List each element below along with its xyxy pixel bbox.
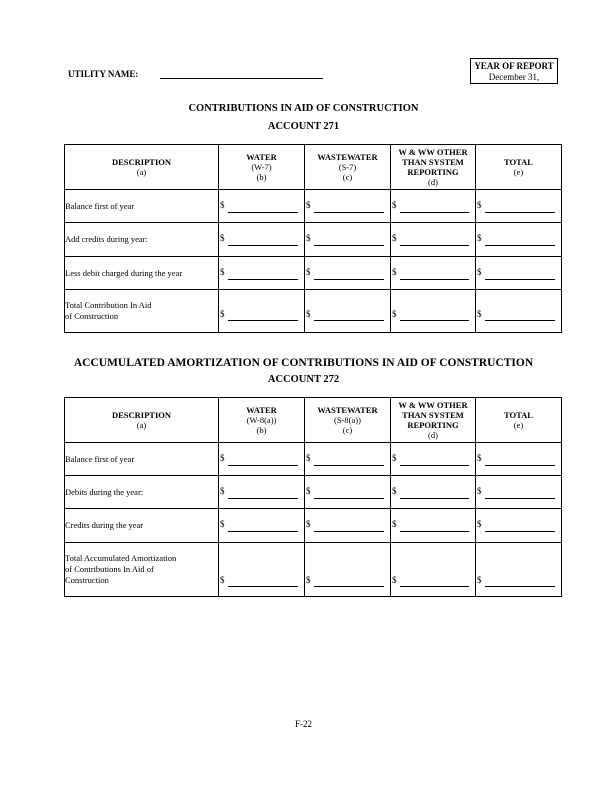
row-description: Less debit charged during the year [65, 257, 219, 290]
section2-title: ACCUMULATED AMORTIZATION OF CONTRIBUTIONS IN AID OF CONSTRUCTION [73, 357, 534, 369]
water-amount-cell[interactable]: $ [219, 476, 305, 509]
year-of-report-title: YEAR OF REPORT [474, 61, 554, 71]
water-amount-cell[interactable]: $ [219, 509, 305, 543]
year-of-report-date: December 31, [488, 72, 540, 82]
row-description: Balance first of year [65, 443, 219, 476]
col-wastewater-header: WASTEWATER (S-7) (c) [305, 145, 391, 190]
total-amount-cell[interactable]: $ [476, 543, 562, 597]
table-row [65, 257, 562, 290]
other-amount-cell[interactable]: $ [391, 476, 476, 509]
col-water-header: WATER (W-7) (b) [219, 145, 305, 190]
total-amount-cell[interactable]: $ [476, 223, 562, 257]
section1-title: CONTRIBUTIONS IN AID OF CONSTRUCTION [188, 103, 419, 114]
col-other-header: W & WW OTHER THAN SYSTEM REPORTING (d) [391, 145, 476, 190]
section2-account: ACCOUNT 272 [267, 374, 340, 385]
table-row [65, 443, 562, 476]
other-amount-cell[interactable]: $ [391, 509, 476, 543]
wastewater-amount-cell[interactable]: $ [305, 223, 391, 257]
utility-name-field[interactable] [160, 78, 323, 79]
other-amount-cell[interactable]: $ [391, 190, 476, 223]
col-total-header: TOTAL (e) [476, 145, 562, 190]
row-description: Add credits during year: [65, 223, 219, 257]
wastewater-amount-cell[interactable]: $ [305, 476, 391, 509]
row-description: Debits during the year: [65, 476, 219, 509]
wastewater-amount-cell[interactable]: $ [305, 543, 391, 597]
total-amount-cell[interactable]: $ [476, 257, 562, 290]
table-header-row [65, 145, 562, 190]
other-amount-cell[interactable]: $ [391, 543, 476, 597]
other-amount-cell[interactable]: $ [391, 223, 476, 257]
row-description: Balance first of year [65, 190, 219, 223]
table-row [65, 190, 562, 223]
col-wastewater-header: WASTEWATER (S-8(a)) (c) [305, 398, 391, 443]
col-total-header: TOTAL (e) [476, 398, 562, 443]
year-of-report-box [470, 58, 558, 84]
water-amount-cell[interactable]: $ [219, 223, 305, 257]
col-water-header: WATER (W-8(a)) (b) [219, 398, 305, 443]
water-amount-cell[interactable]: $ [219, 257, 305, 290]
contributions-table [64, 144, 562, 333]
total-amount-cell[interactable]: $ [476, 290, 562, 333]
other-amount-cell[interactable]: $ [391, 257, 476, 290]
water-amount-cell[interactable]: $ [219, 443, 305, 476]
other-amount-cell[interactable]: $ [391, 443, 476, 476]
table-row [65, 543, 562, 597]
utility-name-label: UTILITY NAME: [68, 69, 139, 79]
section1-account: ACCOUNT 271 [267, 121, 340, 132]
col-other-header: W & WW OTHER THAN SYSTEM REPORTING (d) [391, 398, 476, 443]
total-amount-cell[interactable]: $ [476, 476, 562, 509]
col-description-header: DESCRIPTION (a) [65, 398, 219, 443]
table-row [65, 290, 562, 333]
col-description-header: DESCRIPTION (a) [65, 145, 219, 190]
page-number: F-22 [294, 719, 312, 729]
table-row [65, 476, 562, 509]
wastewater-amount-cell[interactable]: $ [305, 190, 391, 223]
other-amount-cell[interactable]: $ [391, 290, 476, 333]
row-description: Credits during the year [65, 509, 219, 543]
table-header-row [65, 398, 562, 443]
row-description: Total Contribution In Aid of Construction [65, 290, 219, 333]
wastewater-amount-cell[interactable]: $ [305, 290, 391, 333]
wastewater-amount-cell[interactable]: $ [305, 443, 391, 476]
total-amount-cell[interactable]: $ [476, 190, 562, 223]
wastewater-amount-cell[interactable]: $ [305, 257, 391, 290]
amortization-table [64, 397, 562, 597]
wastewater-amount-cell[interactable]: $ [305, 509, 391, 543]
total-amount-cell[interactable]: $ [476, 443, 562, 476]
water-amount-cell[interactable]: $ [219, 290, 305, 333]
water-amount-cell[interactable]: $ [219, 190, 305, 223]
table-row [65, 509, 562, 543]
table-row [65, 223, 562, 257]
row-description: Total Accumulated Amortization of Contributions In Aid of Construction [65, 543, 219, 597]
water-amount-cell[interactable]: $ [219, 543, 305, 597]
total-amount-cell[interactable]: $ [476, 509, 562, 543]
